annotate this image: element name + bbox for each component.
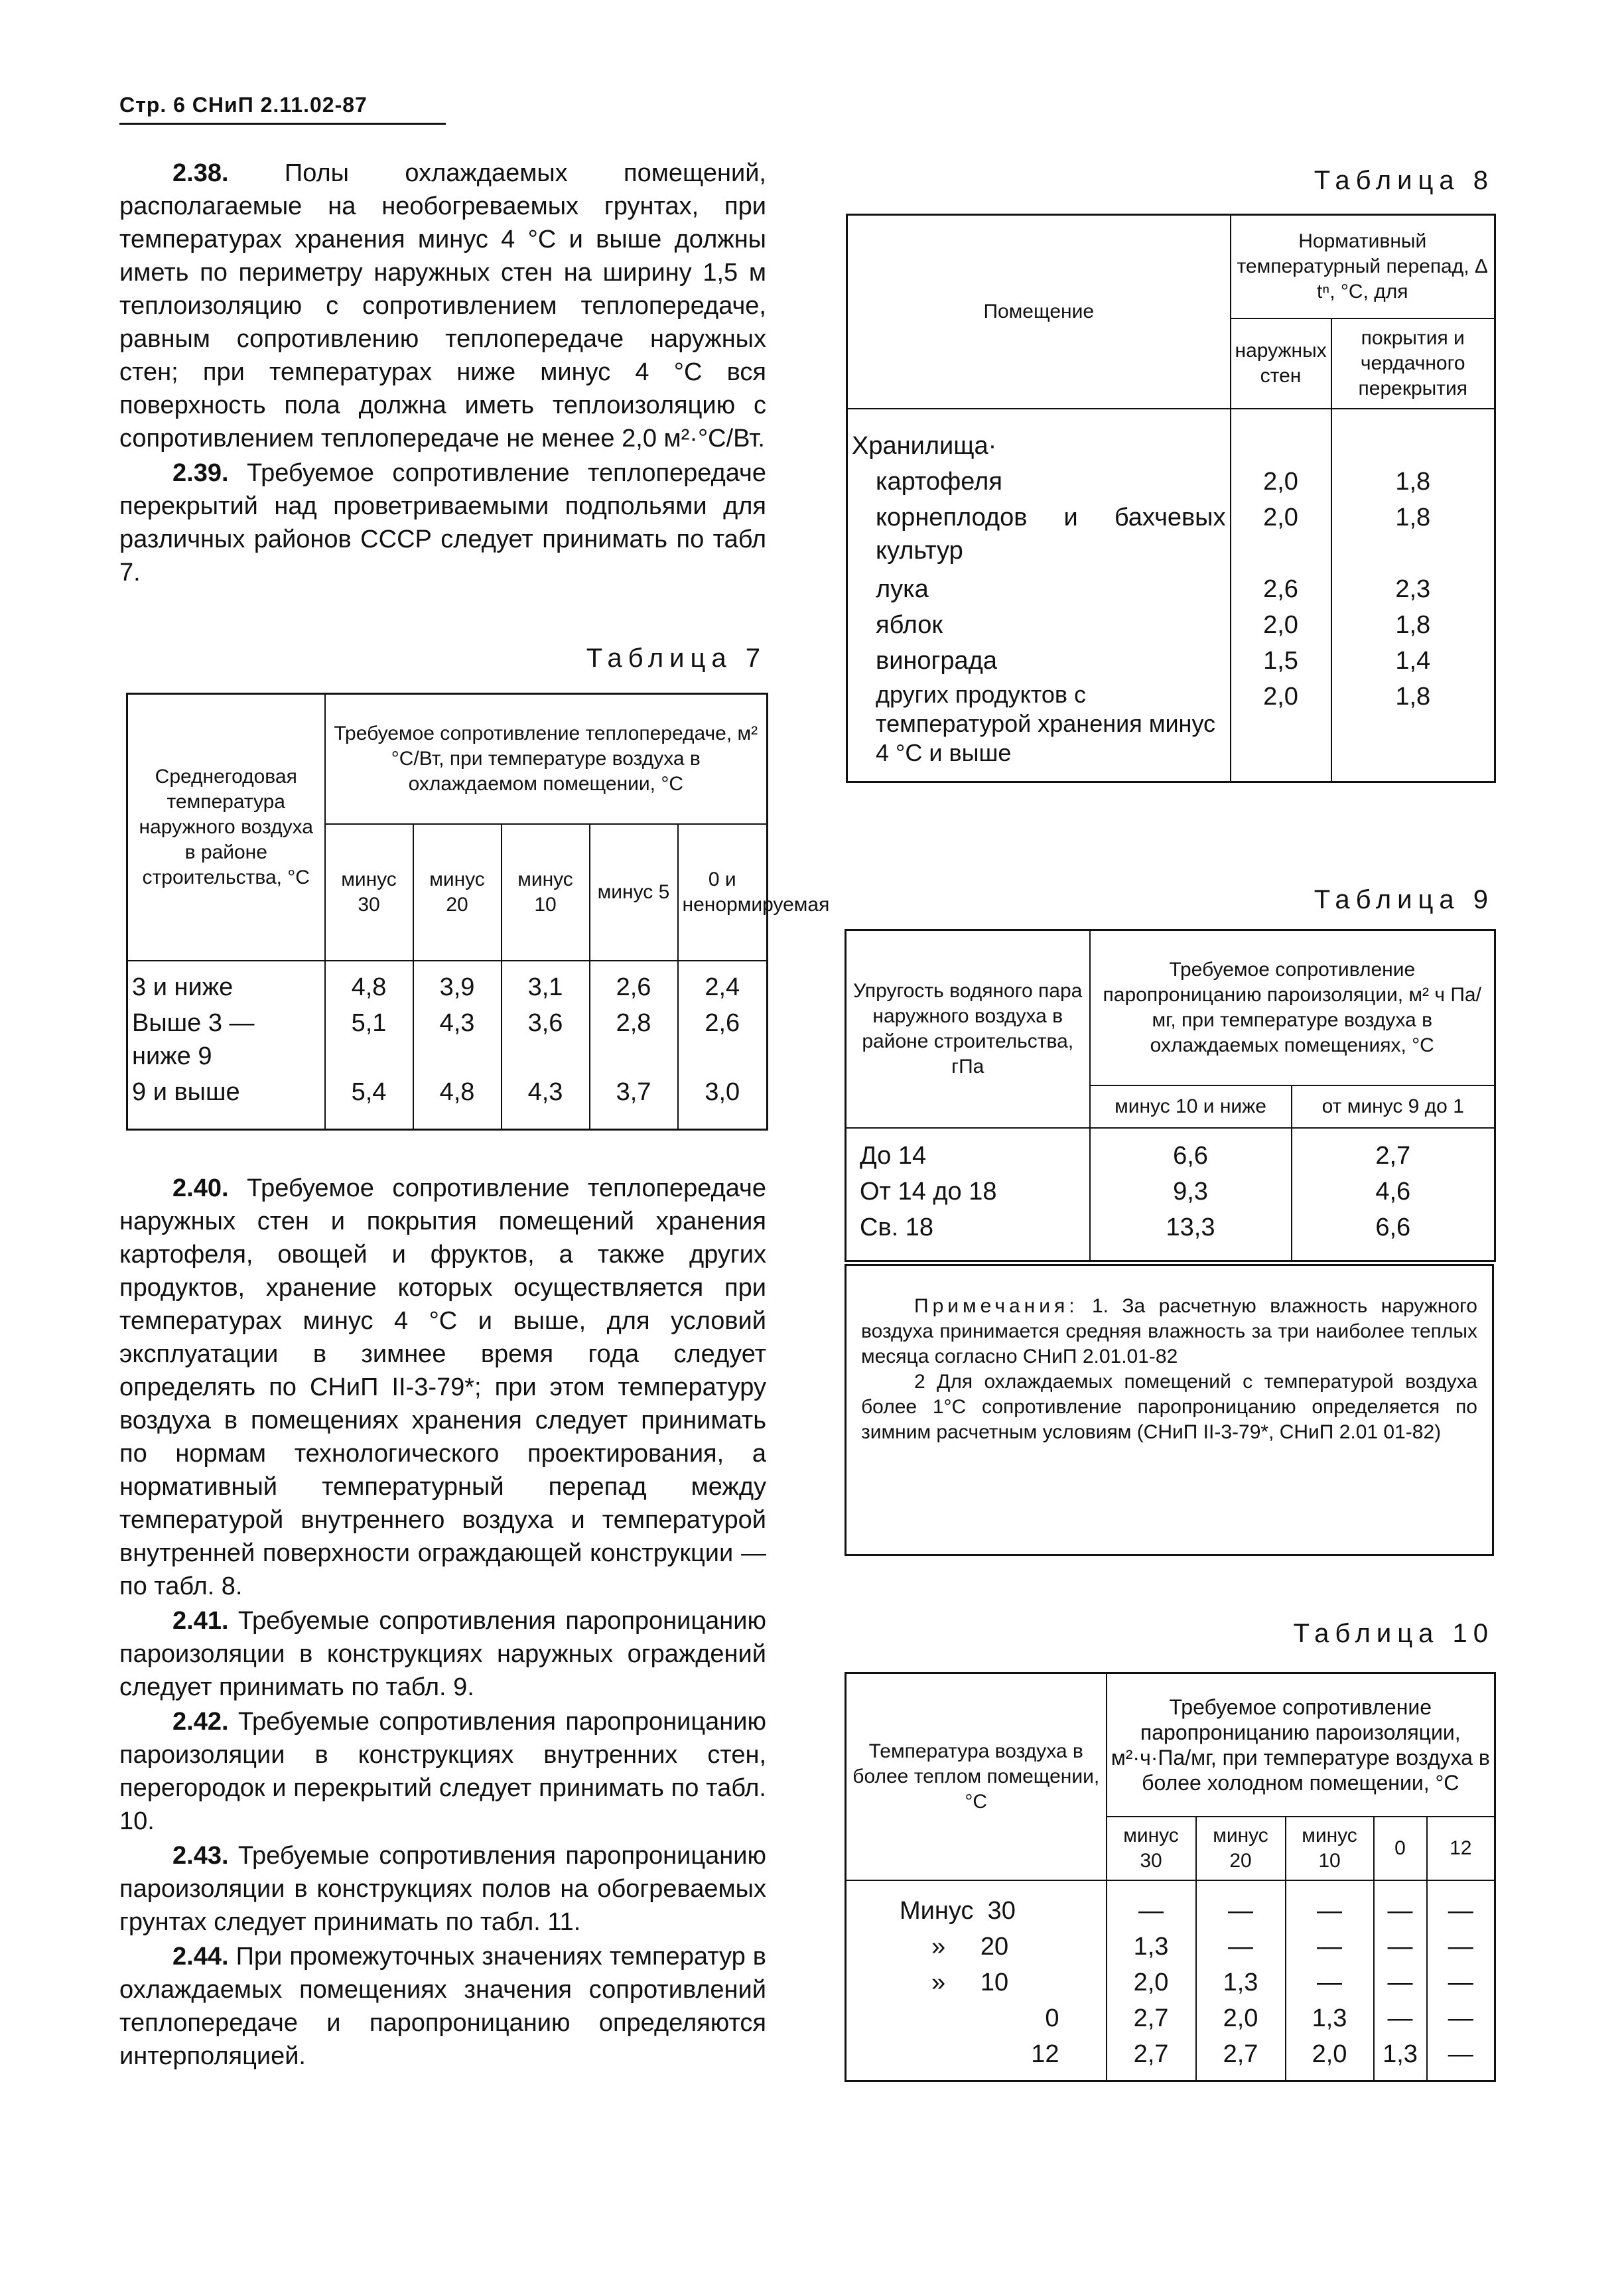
paragraph-number: 2.42. (172, 1708, 229, 1736)
table-row (127, 1074, 768, 1130)
row-label: Св. 18 (846, 1210, 1090, 1261)
row-label: 3 и ниже (127, 961, 325, 1005)
note-2 (861, 1369, 1477, 1445)
cell-value: 1,8 (1331, 607, 1495, 643)
cell-value: — (1374, 2000, 1427, 2036)
cell-value: 4,8 (413, 1074, 502, 1130)
paragraph-number: 2.39. (172, 459, 229, 487)
table8-header-row (847, 215, 1495, 319)
table7-subcol: минус 30 (325, 824, 413, 961)
cell-value: 6,6 (1292, 1210, 1495, 1261)
row-label: От 14 до 18 (846, 1174, 1090, 1210)
cell-value: — (1427, 2036, 1495, 2081)
table8-subcol: наружных стен (1231, 318, 1331, 409)
row-label: яблок (847, 607, 1231, 643)
table10-group-header: Требуемое сопротивление паропроницанию пароизоляции, м²·ч·Па/мг, при температуре воздуха в более холодном помещении, °С (1107, 1673, 1495, 1817)
paragraph-2-43 (119, 1839, 766, 1939)
cell-value: 3,1 (502, 961, 590, 1005)
left-column-top (119, 157, 766, 591)
cell-value: 2,7 (1107, 2036, 1196, 2081)
table10-subcol: минус 10 (1286, 1817, 1374, 1880)
paragraph-2-40 (119, 1172, 766, 1603)
cell-value: 1,5 (1231, 643, 1331, 679)
table-row (846, 2036, 1495, 2081)
table9-subcol: от минус 9 до 1 (1292, 1085, 1495, 1128)
table10-subcol: 12 (1427, 1817, 1495, 1880)
table7 (126, 693, 830, 1131)
note-text: 1. За расчетную влажность наружного воздуха принимается средняя влажность за три наиболее теплых месяца согласно СНиП 2.01.01-82 (861, 1295, 1477, 1367)
paragraph-2-39 (119, 456, 766, 589)
cell-value: 3,6 (502, 1005, 590, 1074)
table-row (127, 1005, 768, 1074)
table-row (847, 569, 1495, 607)
table-row (847, 500, 1495, 569)
table-row (847, 679, 1495, 782)
page-header: Стр. 6 СНиП 2.11.02-87 (119, 93, 446, 125)
table-row (846, 1965, 1495, 2000)
paragraph-number: 2.40. (172, 1174, 229, 1202)
table-row (127, 961, 768, 1005)
table10-col0-header: Температура воздуха в более теплом помещении, °С (846, 1673, 1107, 1881)
table9-notes (845, 1264, 1494, 1556)
table-row (847, 607, 1495, 643)
table7-group-header: Требуемое сопротивление теплопередаче, м² °С/Вт, при температуре воздуха в охлаждаемом помещении, °С (325, 694, 768, 825)
cell-value: 9,3 (1090, 1174, 1292, 1210)
row-label: До 14 (846, 1128, 1090, 1174)
table9-col0-header: Упругость водяного пара наружного воздуха в районе строительства, гПа (846, 930, 1090, 1129)
paragraph-text: При промежуточных значениях температур в охлаждаемых помещениях значения сопротивлений теплопередаче и паропроницанию определяются интерполяцией. (119, 1943, 766, 2070)
row-label: корнеплодов и бахчевых культур (847, 500, 1231, 569)
cell-value: 5,4 (325, 1074, 413, 1130)
cell-value: 1,8 (1331, 679, 1495, 782)
cell-value: 2,0 (1286, 2036, 1374, 2081)
cell-value: 2,0 (1231, 500, 1331, 569)
table-row (847, 409, 1495, 464)
cell-value: — (1374, 1929, 1427, 1965)
paragraph-text: Требуемое сопротивление теплопередаче наружных стен и покрытия помещений хранения картофеля, овощей и фруктов, а также других продуктов, хранение которых осуществляется при температурах минус 4 °С и выше, для условий эксплуатации в зимнее время года следует определять по СНиП II-3-79*; при этом температуру воздуха в помещениях хранения следует принимать по нормам технологического проектирования, а нормативный температурный перепад между температурой внутреннего воздуха и температурой внутренней поверхности ограждающей конструкции — по табл. 8. (119, 1174, 766, 1600)
note-1 (861, 1294, 1477, 1369)
cell-value: 4,6 (1292, 1174, 1495, 1210)
paragraph-number: 2.44. (172, 1943, 229, 1971)
cell-value: 1,3 (1107, 1929, 1196, 1965)
row-label: Минус 30 (846, 1880, 1107, 1929)
paragraph-2-41 (119, 1604, 766, 1704)
table-row (846, 1210, 1495, 1261)
paragraph-text: Требуемые сопротивления паропроницанию пароизоляции в конструкциях полов на обогреваемых грунтах следует принимать по табл. 11. (119, 1842, 766, 1936)
table7-subcol: минус 10 (502, 824, 590, 961)
cell-value: 2,0 (1231, 679, 1331, 782)
cell-value: 4,8 (325, 961, 413, 1005)
table10-subcol: 0 (1374, 1817, 1427, 1880)
cell-value: 4,3 (413, 1005, 502, 1074)
cell-value: 2,0 (1196, 2000, 1286, 2036)
cell-value: 1,3 (1196, 1965, 1286, 2000)
cell-value: 2,6 (678, 1005, 768, 1074)
row-label: других продуктов с температурой хранения минус 4 °С и выше (847, 679, 1231, 782)
cell-value: 1,8 (1331, 464, 1495, 500)
cell-value: — (1196, 1880, 1286, 1929)
table7-caption: Таблица 7 (586, 644, 766, 673)
table8-caption: Таблица 8 (1314, 166, 1494, 195)
row-label: 0 (846, 2000, 1107, 2036)
table8 (846, 214, 1496, 783)
cell-value: 2,0 (1231, 464, 1331, 500)
paragraph-2-38 (119, 157, 766, 455)
cell-value: 1,3 (1374, 2036, 1427, 2081)
cell-value: 3,7 (590, 1074, 678, 1130)
paragraph-text: Требуемое сопротивление теплопередаче перекрытий над проветриваемыми подпольями для различных районов СССР следует принимать по табл 7. (119, 459, 766, 587)
cell-value: 1,8 (1331, 500, 1495, 569)
cell-value: 3,9 (413, 961, 502, 1005)
paragraph-2-44 (119, 1940, 766, 2073)
cell-value: 4,3 (502, 1074, 590, 1130)
row-label: лука (847, 569, 1231, 607)
table8-subcol: покрытия и чердачного перекрытия (1331, 318, 1495, 409)
cell-value: — (1196, 1929, 1286, 1965)
cell-value: 2,6 (1231, 569, 1331, 607)
table9-header-row (846, 930, 1495, 1086)
cell-value: 13,3 (1090, 1210, 1292, 1261)
cell-value: 2,7 (1107, 2000, 1196, 2036)
cell-value: 2,3 (1331, 569, 1495, 607)
table7-col0-header: Среднегодовая температура наружного воздуха в районе строительства, °С (127, 694, 325, 961)
cell-value: 6,6 (1090, 1128, 1292, 1174)
cell-value: — (1107, 1880, 1196, 1929)
cell-value: 3,0 (678, 1074, 768, 1130)
table9-subcol: минус 10 и ниже (1090, 1085, 1292, 1128)
paragraph-number: 2.38. (172, 159, 229, 187)
paragraph-text: Требуемые сопротивления паропроницанию пароизоляции в конструкциях внутренних стен, перегородок и перекрытий следует принимать по табл. 10. (119, 1708, 766, 1835)
cell-value: 1,3 (1286, 2000, 1374, 2036)
cell-value: 2,4 (678, 961, 768, 1005)
cell-value: 2,0 (1231, 607, 1331, 643)
paragraph-2-42 (119, 1705, 766, 1838)
row-label: картофеля (847, 464, 1231, 500)
paragraph-number: 2.41. (172, 1607, 229, 1635)
cell-value: — (1427, 1965, 1495, 2000)
table7-subcol: минус 20 (413, 824, 502, 961)
cell-value: 5,1 (325, 1005, 413, 1074)
row-label: 9 и выше (127, 1074, 325, 1130)
table-row (846, 2000, 1495, 2036)
row-group-label: Хранилища· (847, 409, 1231, 464)
cell-value: — (1427, 2000, 1495, 2036)
paragraph-text: Полы охлаждаемых помещений, располагаемые на необогреваемых грунтах, при температурах хранения минус 4 °С и выше должны иметь по периметру наружных стен на ширину 1,5 м теплоизоляцию с сопротивлением теплопередаче, равным сопротивлению теплопередаче наружных стен; при температурах ниже минус 4 °С вся поверхность пола должна иметь теплоизоляцию с сопротивлением теплопередаче не менее 2,0 м²·°С/Вт. (119, 159, 766, 452)
table-row (846, 1929, 1495, 1965)
cell-value: — (1286, 1929, 1374, 1965)
table-row (847, 643, 1495, 679)
cell-value: — (1374, 1965, 1427, 2000)
table7-header-row (127, 694, 768, 825)
table-row (847, 464, 1495, 500)
row-label: винограда (847, 643, 1231, 679)
table7-subcol: 0 и ненормируемая (678, 824, 768, 961)
table10 (845, 1672, 1496, 2082)
cell-value: 2,7 (1292, 1128, 1495, 1174)
notes-title: Примечания: (914, 1295, 1079, 1317)
cell-value: — (1427, 1880, 1495, 1929)
paragraph-text: Требуемые сопротивления паропроницанию пароизоляции в конструкциях наружных ограждений следует принимать по табл. 9. (119, 1607, 766, 1701)
table-row (846, 1128, 1495, 1174)
table-row (846, 1880, 1495, 1929)
table10-header-row (846, 1673, 1495, 1817)
cell-value: 2,6 (590, 961, 678, 1005)
cell-value: 2,0 (1107, 1965, 1196, 2000)
row-label: » 20 (846, 1929, 1107, 1965)
cell-value: — (1374, 1880, 1427, 1929)
table10-subcol: минус 30 (1107, 1817, 1196, 1880)
cell-value: — (1286, 1965, 1374, 2000)
row-label: Выше 3 — ниже 9 (127, 1005, 325, 1074)
left-column-bottom (119, 1172, 766, 2074)
table9-caption: Таблица 9 (1314, 885, 1494, 914)
note-text: 2 Для охлаждаемых помещений с температурой воздуха более 1°С сопротивление паропроницанию определяется по зимним расчетным условиям (СНиП II-3-79*, СНиП 2.01 01-82) (861, 1371, 1477, 1443)
table-row (846, 1174, 1495, 1210)
table9 (845, 929, 1496, 1262)
cell-value: 2,8 (590, 1005, 678, 1074)
paragraph-number: 2.43. (172, 1842, 229, 1870)
cell-value: 2,7 (1196, 2036, 1286, 2081)
table10-caption: Таблица 10 (1293, 1619, 1494, 1648)
cell-value: — (1427, 1929, 1495, 1965)
row-label: 12 (846, 2036, 1107, 2081)
table8-group-header: Нормативный температурный перепад, Δ tⁿ, °С, для (1231, 215, 1495, 319)
table7-subcol: минус 5 (590, 824, 678, 961)
cell-value: — (1286, 1880, 1374, 1929)
cell-value: 1,4 (1331, 643, 1495, 679)
row-label: » 10 (846, 1965, 1107, 2000)
table10-subcol: минус 20 (1196, 1817, 1286, 1880)
table9-group-header: Требуемое сопротивление паропроницанию пароизоляции, м² ч Па/мг, при температуре воздуха в охлаждаемых помещениях, °С (1090, 930, 1495, 1086)
table8-col0-header: Помещение (847, 215, 1231, 409)
